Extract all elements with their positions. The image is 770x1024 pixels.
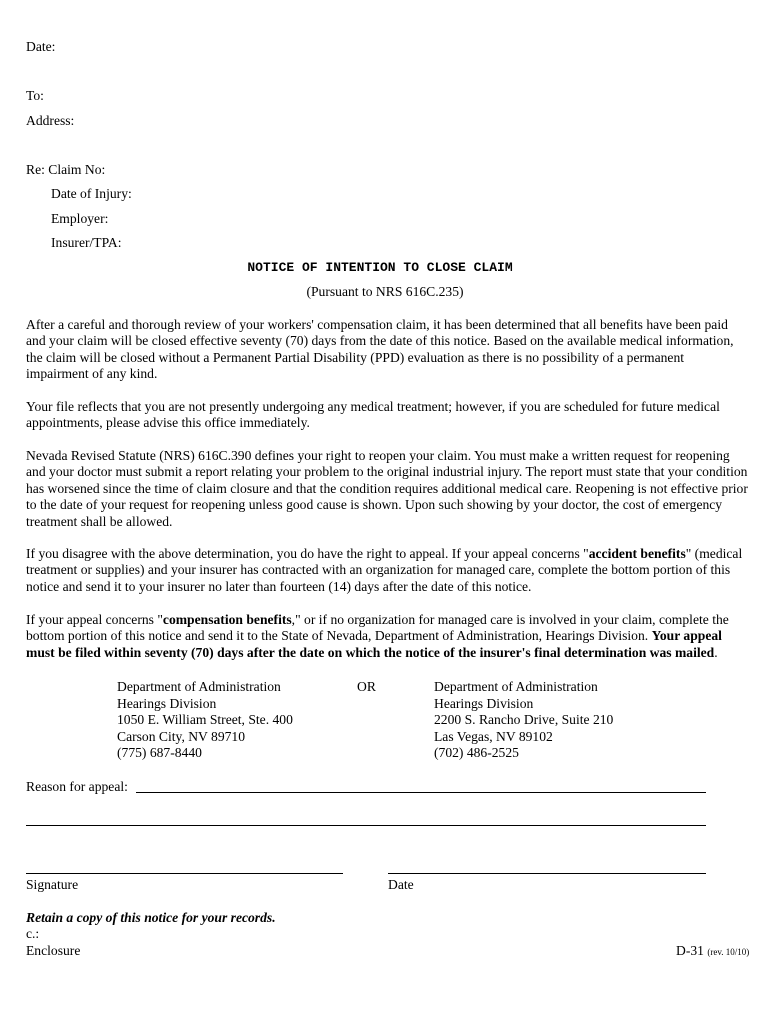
address-line: (702) 486-2525 <box>434 745 519 761</box>
paragraph-review-text: After a careful and thorough review of your workers' compensation claim, it has been determined that all benefits have been paid and your claim will be closed effective seventy (70) days from the date of this notice. Based on the available medical information, the claim will be closed without a Permanent Partial Disability (PPD) evaluation as there is no possibility of a permanent impairment of any kind. <box>26 317 734 382</box>
address-line: Las Vegas, NV 89102 <box>434 728 553 744</box>
address-line: Hearings Division <box>434 695 534 711</box>
reason-for-appeal-line-2[interactable] <box>26 825 706 826</box>
to-label: To: <box>26 88 44 103</box>
notice-title: NOTICE OF INTENTION TO CLOSE CLAIM <box>247 260 513 275</box>
or-label: OR <box>357 679 376 694</box>
appeal-accident-part-b: " (medical treatment or supplies) and your insurer has contracted with an organization for managed care, complete the bottom portion of this notice and send it to your insurer no later than fourteen (14) days after the date of this notice. <box>26 546 743 594</box>
address-line: 2200 S. Rancho Drive, Suite 210 <box>434 712 614 728</box>
claim-number-label: Re: Claim No: <box>26 162 106 177</box>
cc-label: c.: <box>26 926 40 941</box>
enclosure-label: Enclosure <box>26 943 81 958</box>
paragraph-reopen-text: Nevada Revised Statute (NRS) 616C.390 defines your right to reopen your claim. You must make a written request for reopening and your doctor must submit a report relating your problem to the original industrial injury. The report must state that your condition has worsened since the time of claim closure and that the condition requires additional medical care. Reopening is not effective prior to the date of your request for reopening unless good cause is shown. Upon such showing by your doctor, the cost of emergency treatment shall be allowed. <box>26 448 748 529</box>
paragraph-appeal-compensation <box>26 612 748 661</box>
address-line: 1050 E. William Street, Ste. 400 <box>117 712 293 728</box>
appeal-comp-end: . <box>714 644 718 660</box>
address-line: Department of Administration <box>434 679 598 694</box>
compensation-benefits-term: compensation benefits <box>162 612 292 627</box>
address-label: Address: <box>26 113 75 128</box>
carson-city-address <box>117 679 293 762</box>
reason-for-appeal-line-1[interactable] <box>136 792 706 793</box>
paragraph-file <box>26 399 748 432</box>
paragraph-appeal-accident-text <box>26 546 748 595</box>
form-number <box>676 943 749 960</box>
employer-label: Employer: <box>51 211 109 226</box>
signature-label: Signature <box>26 877 79 892</box>
appeal-comp-part-b: ," or if no organization for managed care is involved in your claim, complete the bottom portion of this notice and send it to the State of Nevada, Department of Administration, Hearings Division. <box>26 612 729 644</box>
date-field-label: Date <box>388 877 414 892</box>
retain-copy-note: Retain a copy of this notice for your records. <box>26 910 276 925</box>
signature-line[interactable] <box>26 873 343 874</box>
address-line: Hearings Division <box>117 695 217 711</box>
reason-for-appeal-label: Reason for appeal: <box>26 779 128 794</box>
paragraph-file-text: Your file reflects that you are not presently undergoing any medical treatment; however, if you are scheduled for future medical appointments, please advise this office immediately. <box>26 399 720 431</box>
date-label: Date: <box>26 39 56 54</box>
appeal-deadline-note: Your appeal must be filed within seventy (70) days after the date on which the notice of the insurer's final determination was mailed <box>26 628 722 660</box>
form-revision: (rev. 10/10) <box>707 947 750 957</box>
form-number-text: D-31 <box>676 943 704 958</box>
paragraph-appeal-accident <box>26 546 748 595</box>
insurer-label: Insurer/TPA: <box>51 235 122 250</box>
date-line[interactable] <box>388 873 706 874</box>
paragraph-appeal-compensation-text <box>26 612 748 661</box>
appeal-accident-part-a: If you disagree with the above determination, you do have the right to appeal. If your appeal concerns " <box>26 546 589 561</box>
date-of-injury-label: Date of Injury: <box>51 186 132 201</box>
notice-subtitle: (Pursuant to NRS 616C.235) <box>306 284 464 299</box>
accident-benefits-term: accident benefits <box>588 546 686 561</box>
las-vegas-address <box>434 679 613 762</box>
paragraph-review <box>26 317 748 383</box>
address-line: Carson City, NV 89710 <box>117 728 246 744</box>
address-line: Department of Administration <box>117 679 281 694</box>
address-line: (775) 687-8440 <box>117 745 202 761</box>
appeal-comp-part-a: If your appeal concerns " <box>26 612 163 627</box>
paragraph-reopen <box>26 448 748 530</box>
